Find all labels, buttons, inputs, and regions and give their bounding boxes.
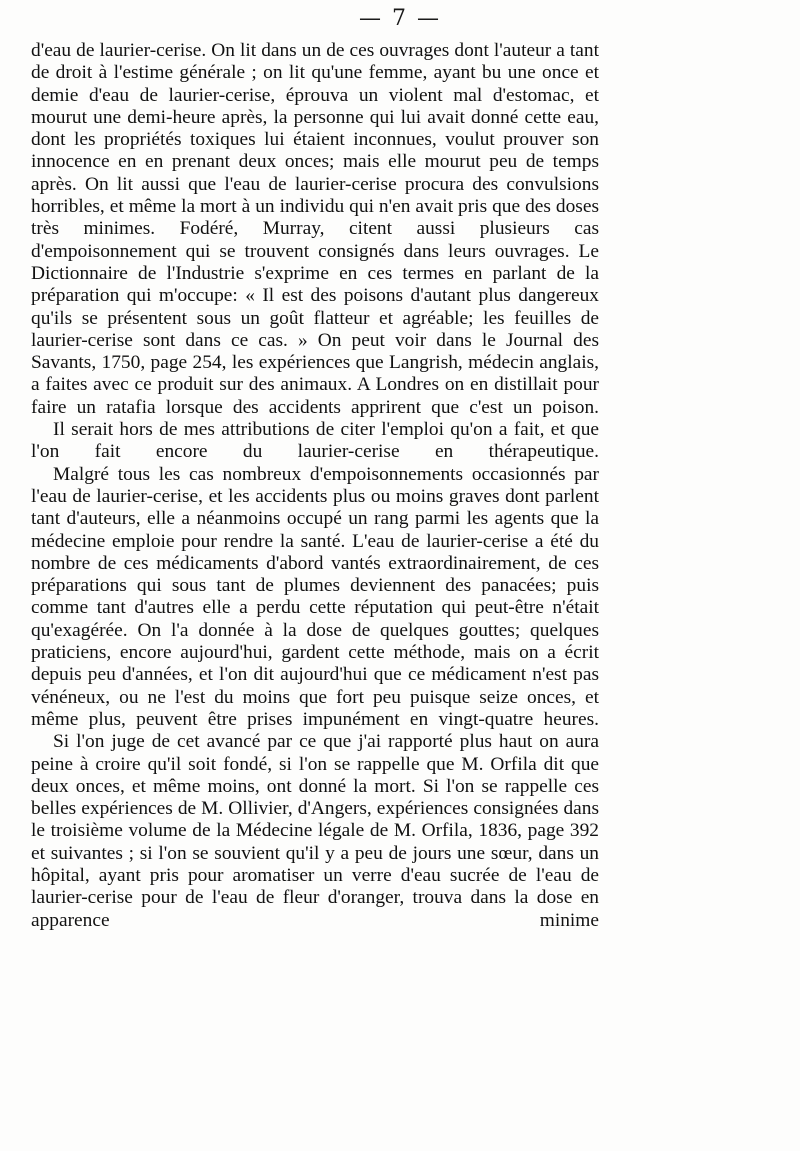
body-text — [31, 40, 599, 932]
paragraph-3: Malgré tous les cas nombreux d'empoisonnements occasionnés par l'eau de laurier-cerise, et les accidents plus ou moins graves dont parlent tant d'auteurs, elle a néanmoins occupé un rang parmi les agents que la médecine emploie pour rendre la santé. L'eau de laurier-cerise a été du nombre de ces médicaments d'abord vantés extraordinairement, de ces préparations qui sous tant de plumes deviennent des panacées; puis comme tant d'autres elle a perdu cette réputation qui peut-être n'était qu'exagérée. On l'a donnée à la dose de quelques gouttes; quelques praticiens, encore aujourd'hui, gardent cette méthode, mais on a écrit depuis peu d'années, et l'on dit aujourd'hui que ce médicament n'est pas vénéneux, ou ne l'est du moins que fort peu puisque seize onces, et même plus, peuvent être prises impunément en vingt-quatre heures. — [31, 463, 599, 730]
page-number: — 7 — — [359, 6, 441, 31]
paragraph-1: d'eau de laurier-cerise. On lit dans un de ces ouvrages dont l'auteur a tant de droit à l'estime générale ; on lit qu'une femme, ayant bu une once et demie d'eau de laurier-cerise, éprouva un violent mal d'estomac, et mourut une demi-heure après, la personne qui lui avait donné cette eau, dont les propriétés toxiques lui étaient inconnues, voulut prouver son innocence en en prenant deux onces; mais elle mourut peu de temps après. On lit aussi que l'eau de laurier-cerise procura des convulsions horribles, et même la mort à un individu qui n'en avait pris que des doses très minimes. Fodéré, Murray, citent aussi plusieurs cas d'empoisonnement qui se trouvent consignés dans leurs ouvrages. Le Dictionnaire de l'Industrie s'exprime en ces termes en parlant de la préparation qui m'occupe: « Il est des poisons d'autant plus dangereux qu'ils se présentent sous un goût flatteur et agréable; les feuilles de laurier-cerise sont dans ce cas. » On peut voir dans le Journal des Savants, 1750, page 254, les expériences que Langrish, médecin anglais, a faites avec ce produit sur des animaux. A Londres on en distillait pour faire un ratafia lorsque des accidents apprirent que c'est un poison. — [31, 40, 599, 418]
paragraph-4: Si l'on juge de cet avancé par ce que j'ai rapporté plus haut on aura peine à croire qu'il soit fondé, si l'on se rappelle que M. Orfila dit que deux onces, et même moins, ont donné la mort. Si l'on se rappelle ces belles expériences de M. Ollivier, d'Angers, expériences consignées dans le troisième volume de la Médecine légale de M. Orfila, 1836, page 392 et suivantes ; si l'on se souvient qu'il y a peu de jours une sœur, dans un hôpital, ayant pris pour aromatiser un verre d'eau sucrée de l'eau de laurier-cerise pour de l'eau de fleur d'oranger, trouva dans la dose en apparence minime — [31, 731, 599, 931]
paragraph-2: Il serait hors de mes attributions de citer l'emploi qu'on a fait, et que l'on fait encore du laurier-cerise en thérapeutique. — [31, 419, 599, 463]
